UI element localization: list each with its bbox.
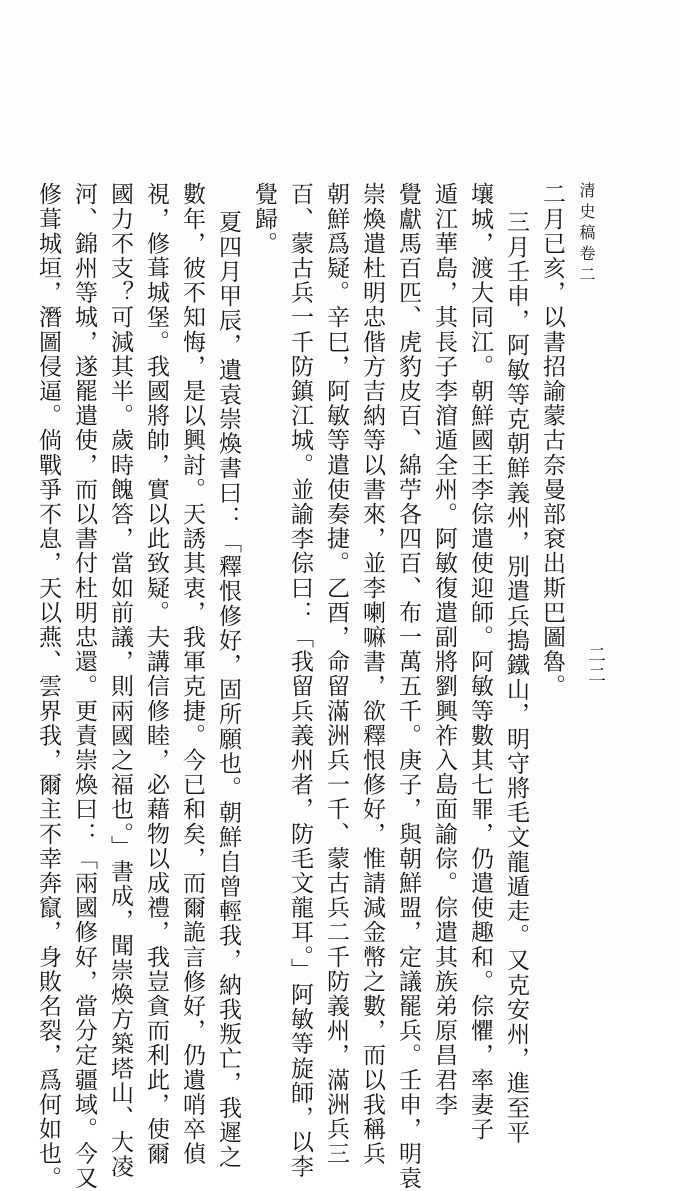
text-column: 視，修葺城堡。我國將帥，實以此致疑。夫講信修睦，必藉物以成禮，我豈貪而利此，使爾: [143, 182, 169, 1166]
text-column: 二月已亥，以書招諭蒙古奈曼部袞出斯巴圖魯。: [539, 182, 565, 699]
text-column: 覺歸。: [251, 182, 277, 256]
text-column: 夏四月甲辰，遺袁崇煥書曰：「釋恨修好，固所願也。朝鮮自曾輕我，納我叛亡，我遲之: [215, 210, 241, 1170]
text-column: 三月壬申，阿敏等克朝鮮義州，別遣兵搗鐵山，明守將毛文龍遁走。又克安州，進至平: [503, 210, 529, 1145]
page-number: 二二: [585, 645, 606, 685]
text-column: 國力不支？可減其半。歲時餽答，當如前議，則兩國之福也。」書成，聞崇煥方築塔山、大凌: [107, 182, 133, 1180]
text-column: 崇煥遣杜明忠偕方吉納等以書來，並李喇嘛書，欲釋恨修好，惟請減金幣之數，而以我稱兵: [359, 182, 385, 1166]
running-header: 清史稿卷二: [577, 182, 596, 287]
text-column: 朝鮮爲疑。辛巳，阿敏等遣使奏捷。乙酉，命留滿洲兵一千、蒙古兵二千防義州，滿洲兵三: [323, 182, 349, 1166]
text-column: 壤城，渡大同江。朝鮮國王李倧遣使迎師。阿敏等數其七罪，仍遣使趣和。倧懼，率妻子: [467, 182, 493, 1142]
text-column: 遁江華島，其長子李㴭遁全州。阿敏復遣副將劉興祚入島面諭倧。倧遣其族弟原昌君李: [431, 182, 457, 1117]
text-column: 修葺城垣，潛圖侵逼。倘戰爭不息，天以燕、雲界我，爾主不幸奔竄，身敗名裂，爲何如也。: [35, 182, 61, 1191]
text-column: 百、蒙古兵一千防鎮江城。並諭李倧曰：「我留兵義州者，防毛文龍耳。」阿敏等旋師，以李: [287, 182, 313, 1180]
text-column: 覺獻馬百匹、虎豹皮百、綿苧各四百、布一萬五千。庚子，與朝鮮盟，定議罷兵。壬申，明袁: [395, 182, 421, 1191]
text-column: 數年，彼不知悔，是以興討。天誘其衷，我軍克捷。今已和矣，而爾詭言修好，仍遺哨卒偵: [179, 182, 205, 1166]
text-column: 河、錦州等城，遂罷遣使，而以書付杜明忠還。更責崇煥曰：「兩國修好，當分定疆域。今又: [71, 182, 97, 1191]
